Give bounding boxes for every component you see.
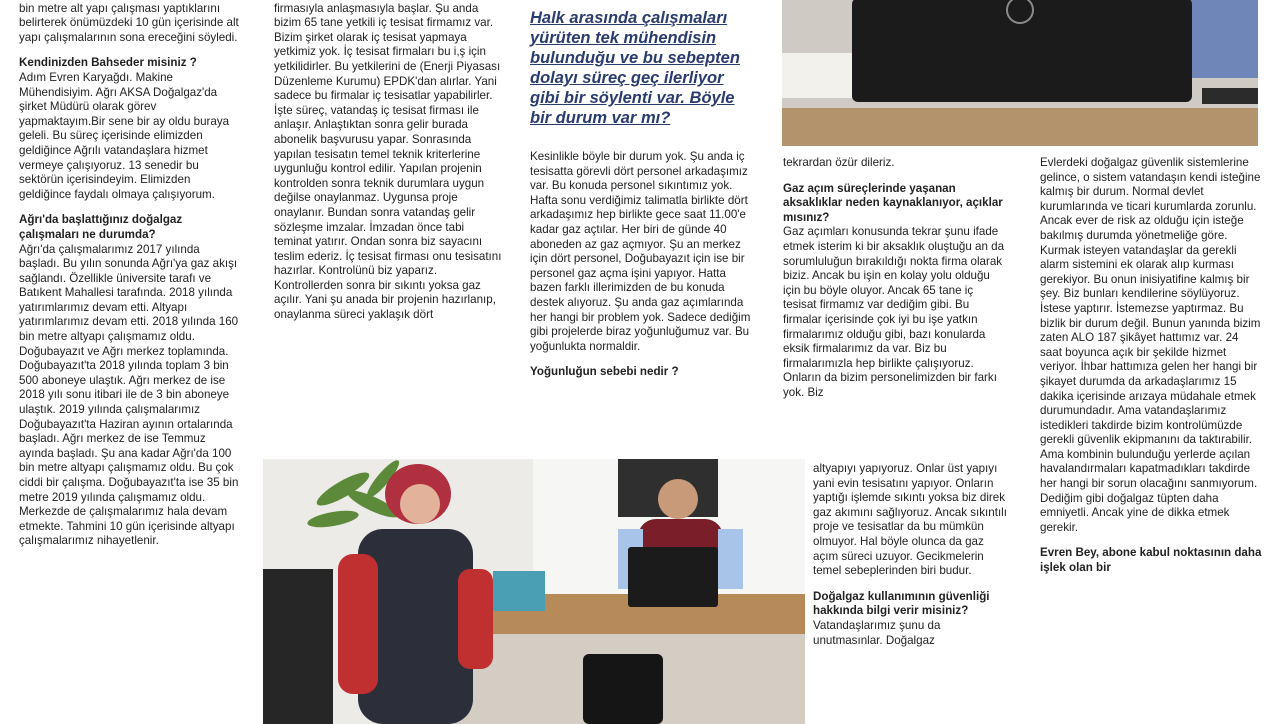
column-2 — [274, 0, 502, 334]
paragraph: tekrardan özür dileriz. — [783, 156, 895, 169]
photo-office-interview — [263, 459, 805, 724]
column-3 — [530, 150, 756, 380]
column-4 — [783, 156, 1008, 412]
laptop-illustration — [782, 0, 1258, 146]
column-5 — [1040, 156, 1262, 576]
column-4-continued — [813, 462, 1009, 659]
photo-laptop-closeup — [782, 0, 1258, 146]
paragraph: Gaz açımları konusunda tekrar şunu ifade etmek isterim ki bir aksaklık oluştuğu an da sorumluluğun bırakıldığı nokta firma olarak biziz. Ancak bu işin en kolay yolu olduğu için bu böyle oluyor. Ancak 65 tane iç tesisat firmamız var dediğim gibi. Bu firmalar içerisinde çok iyi bu işe yatkın firmalarımız olduğu gibi, bazı konularda eksik firmalarımız da var. Biz bu firmalarımızla hep birlikte çalışıyoruz. Onların da bizim personelimizden bir farkı yok. Biz — [783, 225, 1005, 399]
paragraph: altyapıyı yapıyoruz. Onlar üst yapıyı yani evin tesisatını yapıyor. Onların yaptığı işlemde sıkıntı yoksa biz direk gaz akımını sağlıyoruz. Ancak sıkıntılı proje ve tesisatlar da bu mümkün olmuyor. Hal böyle olunca da gaz açım süreci uzuyor. Gecikmelerin temel sebeplerinden biri budur. — [813, 462, 1007, 578]
paragraph: Adım Evren Karyağdı. Makine Mühendisiyim. Ağrı AKSA Doğalgaz'da şirket Müdürü olarak görev yapmaktayım.Bir sene bir ay oldu buraya geleli. Bu süreç içerisinde elimizden geldiğince Ağrılı vatandaşlara hizmet vermeye çalışıyoruz. 13 senedir bu sektörün içerisindeyim. Elimizden geldiğince faydalı olmaya çalışıyorum. — [19, 70, 230, 201]
column-1 — [19, 0, 241, 560]
paragraph: Vatandaşlarımız şunu da unutmasınlar. Doğalgaz — [813, 618, 941, 647]
interview-headline: Halk arasında çalışmaları yürüten tek mühendisin bulunduğu ve bu sebepten dolayı süreç geç ilerliyor gibi bir söylenti var. Böyle bir durum var mı? — [530, 9, 740, 127]
question-heading: Yoğunluğun sebebi nedir ? — [530, 365, 679, 379]
paragraph: Ağrı'da çalışmalarımız 2017 yılında başladı. Bu yılın sonunda Ağrı'ya gaz akışı sağlandı. Özellikle üniversite tarafı ve Batıkent Mahallesi tarafında. 2018 yılında yatırımlarımız devam etti. Altyapı yatırımlarımız devam etti. 2018 yılında 160 bin metre altyapı çalışmamız oldu. Doğubayazıt ve Ağrı merkez toplamında. Doğubayazıt'ta 2018 yılında toplam 3 bin 500 aboneye ulaştık. Ağrı merkez de ise 2018 yılı sonu itibari ile de 3 bin aboneye ulaştık. 2019 yılında çalışmalarımız Doğubayazıt'ta Haziran ayının ortalarında başladı. Ağrı merkez de ise Temmuz ayında başladı. Şu ana kadar Ağrı'da 100 bin metre altyapı çalışmamız oldu. Bu çok ciddi bir çalışma. Doğubayazıt'ta ise 35 bin metre 2019 yılında çalışmamız oldu. Merkezde de çalışmalarımız hala devam etmekte. Tahmini 10 gün içerisinde altyapı çalışmalarımız nihayetlenir. — [19, 242, 239, 548]
paragraph: Kesinlikle böyle bir durum yok. Şu anda iç tesisatta görevli dört personel arkadaşımız var. Bu konuda personel sıkıntımız yok. Hafta sonu verdiğimiz talimatla birlikte dört arkadaşımız hep birlikte gece saat 11.00'e kadar gaz açtılar. Her biri de günde 40 aboneden az gaz açmıyor. Şu an merkez için dört personel, Doğubayazıt için ise bir personel gaz açma işini yapıyor. Hatta bazen farklı illerimizden de bu konuda destek alıyoruz. Şu anda gaz açımlarında her hangi bir problem yok. Sadece dediğim gibi projelerde biraz yoğunluğumuz var. Bu yoğunlukta normaldir. — [530, 150, 751, 353]
office-scene-illustration — [263, 459, 805, 724]
question-heading: Ağrı'da başlattığınız doğalgaz çalışmaları ne durumda? — [19, 213, 183, 241]
paragraph: Evlerdeki doğalgaz güvenlik sistemlerine gelince, o sistem vatandaşın kendi isteğine kalmış bir durum. Normal devlet kurumlarında ve ticari kurumlarda zorunlu. Ancak ever de risk az olduğu için isteğe bakılmış durumda yönetmeliğe göre. Kurmak isteyen vatandaşlar da gerekli alarm sistemini ek olarak alıp kurması gerekiyor. Bu onun inisiyatifine kalmış bir şey. Biz bunları kendilerine söylüyoruz. İstese yaptırır. İstemezse yaptırmaz. Bu bizlik bir durum değil. Bunun yanında bizim zaten ALO 187 şikâyet hattımız var. 24 saat boyunca açık bir şekilde hizmet veriyor. İhbar hattımıza gelen her hangi bir şikayet durumda da arkadaşlarımız 15 dakika içerisinde arızaya müdahale etmek durumundadır. Ama vatandaşlarımız istedikleri takdirde bizim kontrolümüzde gerekli güvenlik ekipmanını da taktırabilir. Ama kombinin bulunduğu yerlerde açılan havalandırmaları kapatmadıkları takdirde her hangi bir sorun olacağını sanmıyorum. Dediğim gibi doğalgaz tüpten daha emniyetli. Ancak yine de dikka etmek gerekir. — [1040, 156, 1261, 534]
question-heading: Kendinizden Bahseder misiniz ? — [19, 56, 197, 70]
question-heading: Doğalgaz kullanımının güvenliği hakkında bilgi verir misiniz? — [813, 589, 990, 618]
question-heading: Gaz açım süreçlerinde yaşanan aksaklıklar neden kaynaklanıyor, açıklar mısınız? — [783, 181, 1003, 224]
question-heading: Evren Bey, abone kabul noktasının daha işlek olan bir — [1040, 546, 1262, 575]
paragraph: bin metre alt yapı çalışması yaptıklarını belirterek önümüzdeki 10 gün içerisinde alt yapı çalışmalarının sona ereceğini söyledi. — [19, 1, 239, 44]
paragraph: firmasıyla anlaşmasıyla başlar. Şu anda bizim 65 tane yetkili iç tesisat firmamız var. Bizim şirket olarak iç tesisat yapmaya yetkimiz yok. İç tesisat firmaları bu i,ş için yetkilidirler. Bu yetkilerini de (Enerji Piyasası Düzenleme Kurumu) EPDK'dan alırlar. Yani sadece bu firmalar iç tesisatlar yapabilirler. İşte süreç, vatandaş iç tesisat firması ile anlaşır. Anlaştıktan sonra gelir burada abonelik başvurusu yapar. Sonrasında yapılan tesisatın temel teknik kriterlerine uygunluğu kontrol edilir. Yapılan projenin kontrolden sonra teknik durumlara uygun değilse onaylanmaz. Uygunsa proje onaylanır. Bundan sonra vatandaş gelir sözleşme imzalar. İmzadan önce tabi teminat yatırır. Ondan sonra biz sayacını teslim ederiz. İç tesisat firması onu tesisatını hazırlar. Kontrolünü biz yaparız. Kontrollerden sonra bir sıkıntı yoksa gaz açılır. Yani şu anada bir projenin hazırlanıp, onaylanma süreci yaklaşık dört — [274, 1, 502, 322]
